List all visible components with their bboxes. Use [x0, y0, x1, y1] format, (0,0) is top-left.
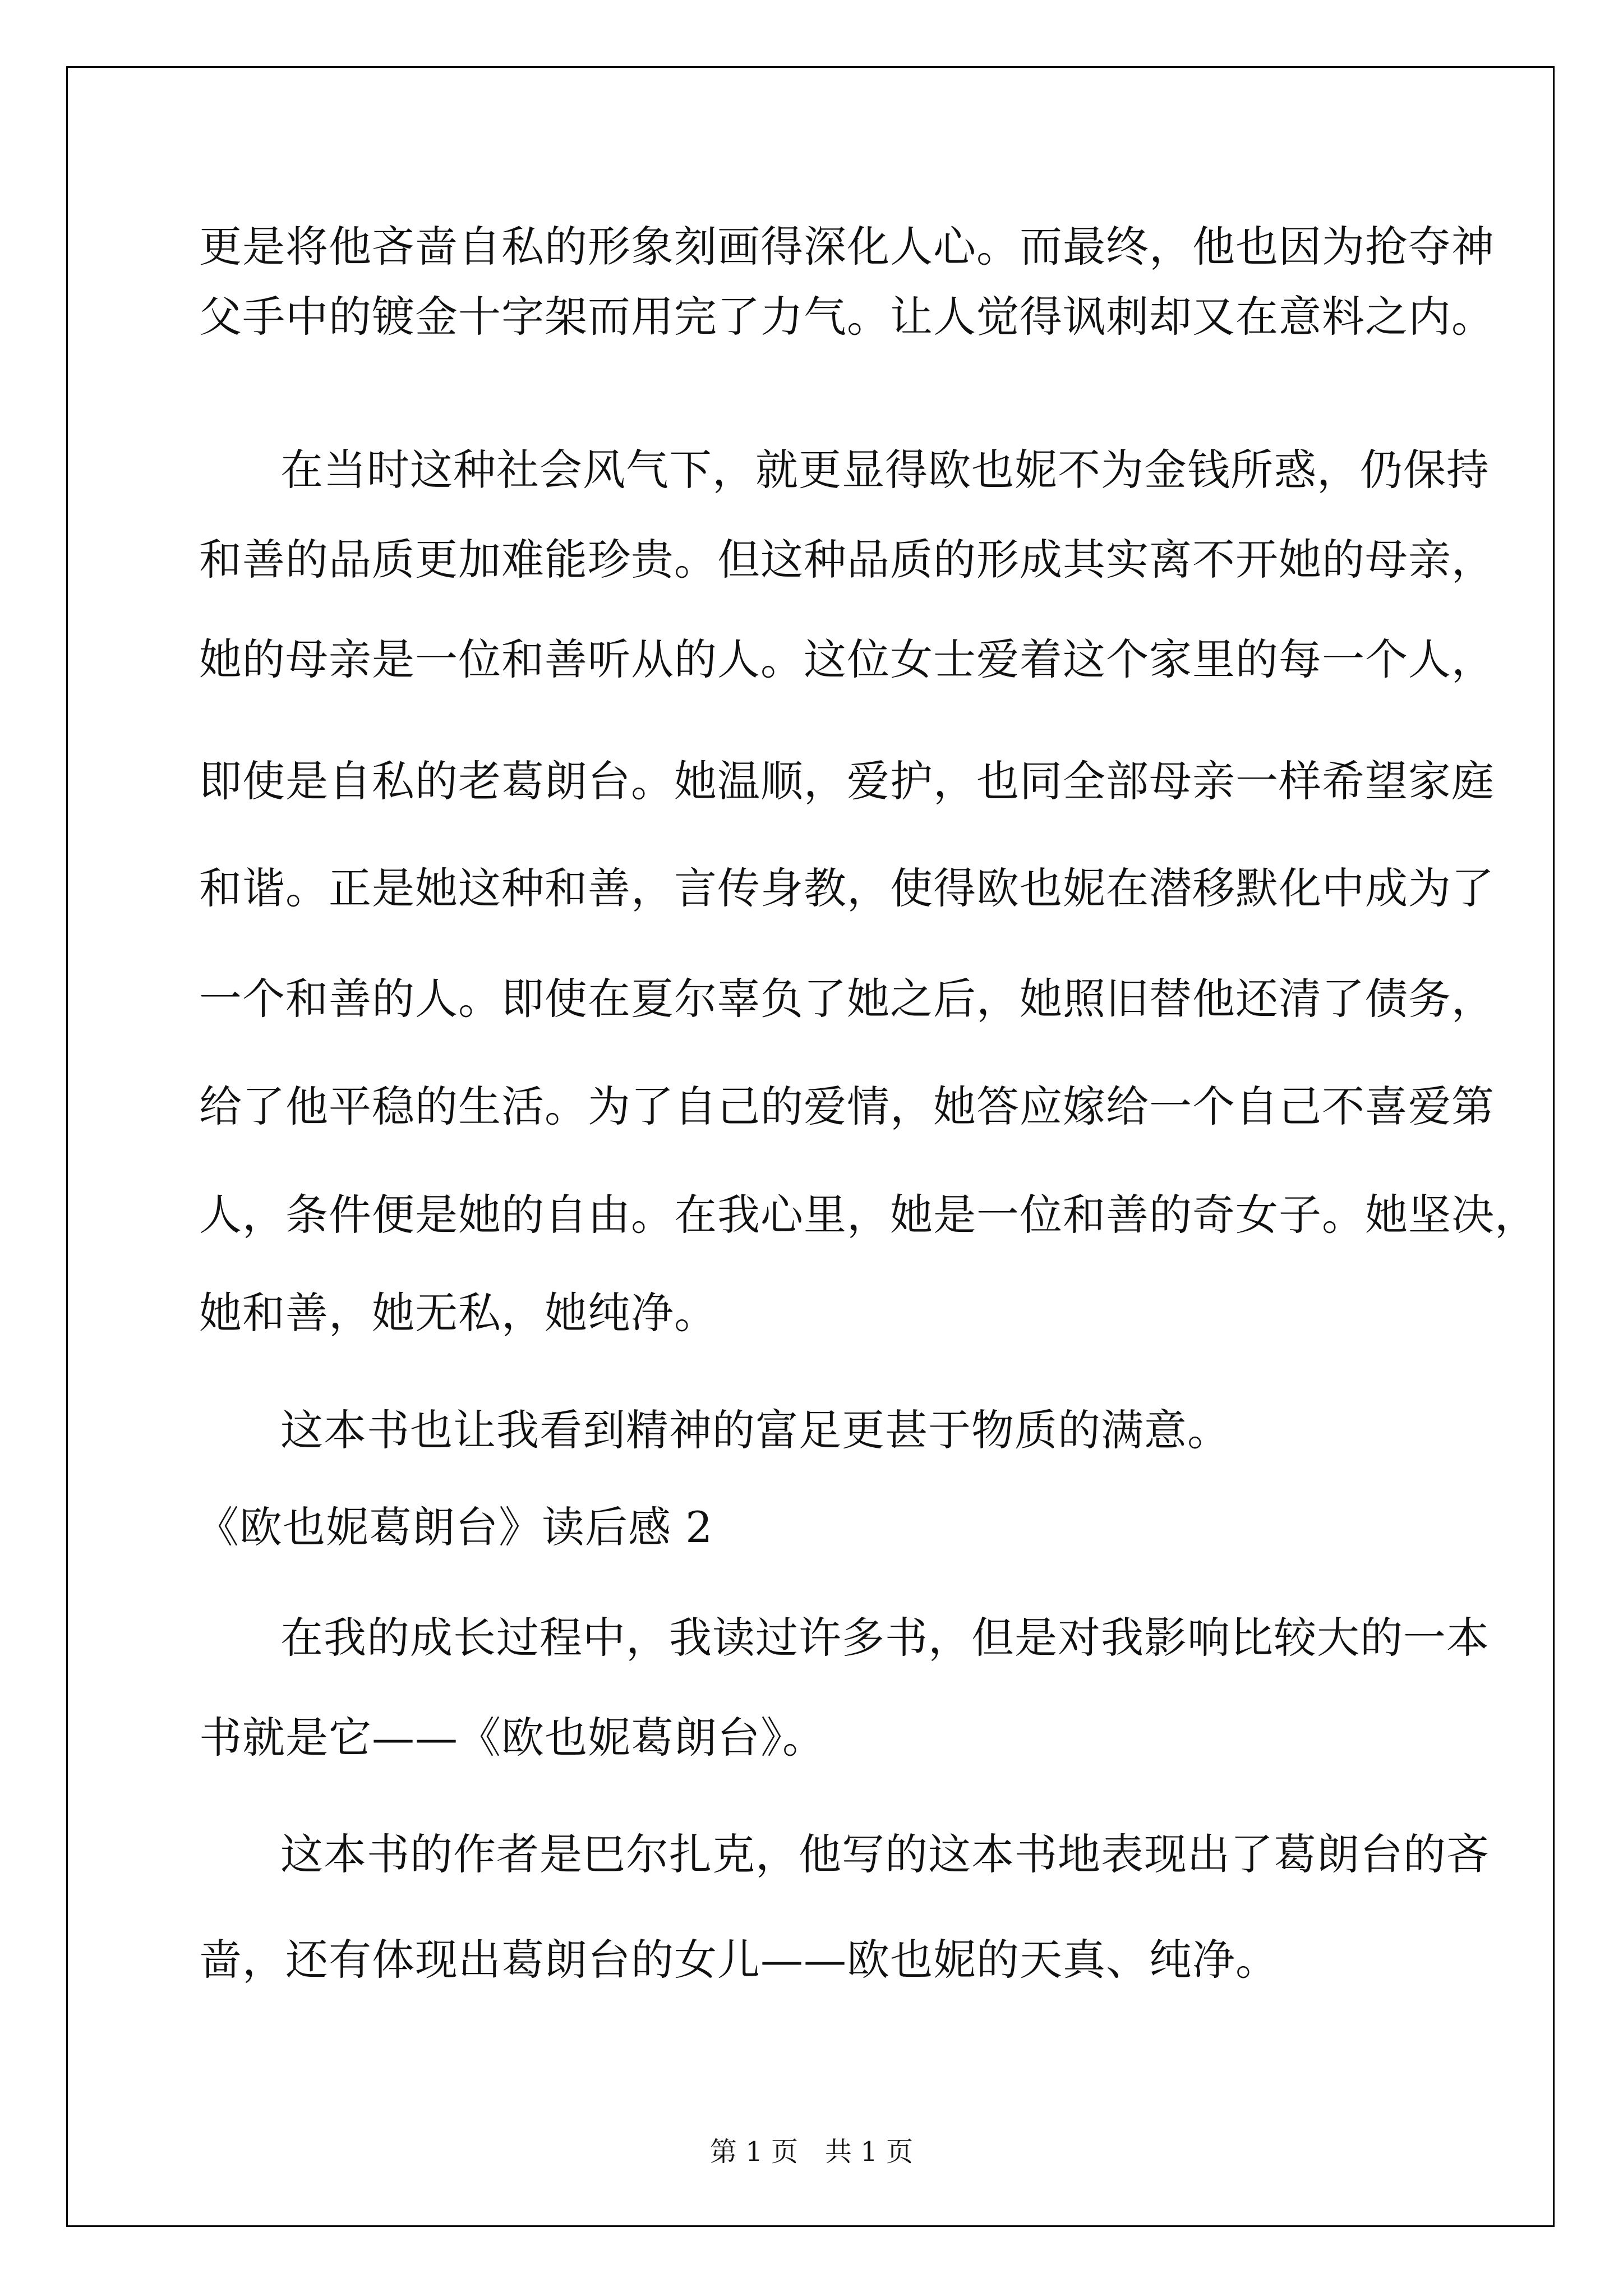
body-line-10: 人，条件便是她的自由。在我心里，她是一位和善的奇女子。她坚决，: [199, 1190, 1538, 1240]
body-line-2: 父手中的镀金十字架而用完了力气。让人觉得讽刺却又在意料之内。: [199, 292, 1495, 342]
body-line-1: 更是将他吝啬自私的形象刻画得深化人心。而最终，他也因为抢夺神: [199, 222, 1495, 272]
section-heading: 《欧也妮葛朗台》读后感 2: [196, 1502, 713, 1552]
page-number-footer: 第 1 页 共 1 页: [709, 2136, 914, 2168]
body-line-3: 在当时这种社会风气下，就更显得欧也妮不为金钱所惑，仍保持: [280, 445, 1490, 495]
body-line-15: 这本书的作者是巴尔扎克，他写的这本书地表现出了葛朗台的吝: [280, 1829, 1490, 1879]
body-line-5: 她的母亲是一位和善听从的人。这位女士爱着这个家里的每一个人，: [199, 634, 1495, 684]
body-line-4: 和善的品质更加难能珍贵。但这种品质的形成其实离不开她的母亲，: [199, 535, 1495, 585]
body-line-12: 这本书也让我看到精神的富足更甚于物质的满意。: [280, 1405, 1230, 1455]
body-line-14: 书就是它——《欧也妮葛朗台》。: [199, 1713, 826, 1763]
body-line-7: 和谐。正是她这种和善，言传身教，使得欧也妮在潜移默化中成为了: [199, 863, 1495, 913]
body-line-9: 给了他平稳的生活。为了自己的爱情，她答应嫁给一个自己不喜爱第: [199, 1082, 1495, 1131]
body-line-16: 啬，还有体现出葛朗台的女儿——欧也妮的天真、纯净。: [199, 1935, 1279, 1985]
page-border: [66, 66, 1555, 2227]
body-line-6: 即使是自私的老葛朗台。她温顺，爱护，也同全部母亲一样希望家庭: [199, 756, 1495, 806]
body-line-8: 一个和善的人。即使在夏尔辜负了她之后，她照旧替他还清了债务，: [199, 974, 1495, 1024]
body-line-11: 她和善，她无私，她纯净。: [199, 1288, 717, 1338]
body-line-13: 在我的成长过程中，我读过许多书，但是对我影响比较大的一本: [280, 1613, 1490, 1663]
